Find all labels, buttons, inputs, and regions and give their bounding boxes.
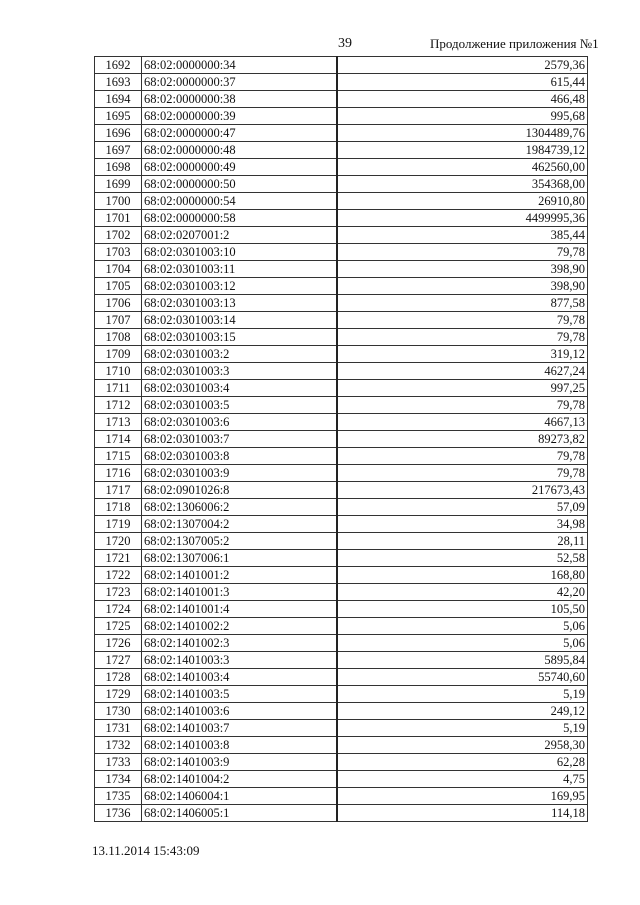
table-row (95, 533, 588, 550)
cadastral-number-cell: 68:02:1307004:2 (142, 516, 338, 533)
table-row (95, 584, 588, 601)
cadastral-number-cell: 68:02:1401003:8 (142, 737, 338, 754)
value-cell: 34,98 (337, 516, 588, 533)
cadastral-number-cell: 68:02:0000000:34 (142, 57, 338, 74)
value-cell: 79,78 (337, 448, 588, 465)
cadastral-number-cell: 68:02:1401001:4 (142, 601, 338, 618)
value-cell: 55740,60 (337, 669, 588, 686)
row-number-cell: 1724 (95, 601, 142, 618)
row-number-cell: 1708 (95, 329, 142, 346)
value-cell: 5,19 (337, 686, 588, 703)
table-row (95, 465, 588, 482)
cadastral-number-cell: 68:02:0301003:14 (142, 312, 338, 329)
table-row (95, 703, 588, 720)
value-cell: 169,95 (337, 788, 588, 805)
row-number-cell: 1692 (95, 57, 142, 74)
table-row (95, 788, 588, 805)
value-cell: 615,44 (337, 74, 588, 91)
table-row (95, 227, 588, 244)
table-row (95, 278, 588, 295)
row-number-cell: 1719 (95, 516, 142, 533)
table-row (95, 414, 588, 431)
cadastral-number-cell: 68:02:1401001:2 (142, 567, 338, 584)
row-number-cell: 1694 (95, 91, 142, 108)
value-cell: 57,09 (337, 499, 588, 516)
table-row (95, 346, 588, 363)
value-cell: 79,78 (337, 312, 588, 329)
value-cell: 462560,00 (337, 159, 588, 176)
cadastral-number-cell: 68:02:0000000:37 (142, 74, 338, 91)
cadastral-number-cell: 68:02:0301003:10 (142, 244, 338, 261)
row-number-cell: 1706 (95, 295, 142, 312)
value-cell: 354368,00 (337, 176, 588, 193)
row-number-cell: 1716 (95, 465, 142, 482)
table-row (95, 499, 588, 516)
cadastral-number-cell: 68:02:0301003:15 (142, 329, 338, 346)
value-cell: 79,78 (337, 329, 588, 346)
cadastral-number-cell: 68:02:0301003:13 (142, 295, 338, 312)
value-cell: 52,58 (337, 550, 588, 567)
cadastral-number-cell: 68:02:1401001:3 (142, 584, 338, 601)
value-cell: 2579,36 (337, 57, 588, 74)
table-row (95, 74, 588, 91)
row-number-cell: 1699 (95, 176, 142, 193)
row-number-cell: 1734 (95, 771, 142, 788)
cadastral-number-cell: 68:02:0301003:3 (142, 363, 338, 380)
row-number-cell: 1710 (95, 363, 142, 380)
row-number-cell: 1735 (95, 788, 142, 805)
table-row (95, 397, 588, 414)
registry-table (94, 56, 588, 822)
cadastral-number-cell: 68:02:0000000:48 (142, 142, 338, 159)
value-cell: 5,19 (337, 720, 588, 737)
header-title: Продолжение приложения №1 (430, 36, 599, 51)
value-cell: 28,11 (337, 533, 588, 550)
table-row (95, 669, 588, 686)
value-cell: 217673,43 (337, 482, 588, 499)
value-cell: 105,50 (337, 601, 588, 618)
row-number-cell: 1704 (95, 261, 142, 278)
table-row (95, 329, 588, 346)
cadastral-number-cell: 68:02:0000000:38 (142, 91, 338, 108)
table-row (95, 108, 588, 125)
row-number-cell: 1731 (95, 720, 142, 737)
row-number-cell: 1733 (95, 754, 142, 771)
cadastral-number-cell: 68:02:1401004:2 (142, 771, 338, 788)
table-row (95, 550, 588, 567)
cadastral-number-cell: 68:02:0301003:8 (142, 448, 338, 465)
table-row (95, 737, 588, 754)
footer-timestamp: 13.11.2014 15:43:09 (92, 843, 200, 858)
table-row (95, 210, 588, 227)
row-number-cell: 1698 (95, 159, 142, 176)
table-row (95, 771, 588, 788)
table-row (95, 244, 588, 261)
row-number-cell: 1702 (95, 227, 142, 244)
row-number-cell: 1703 (95, 244, 142, 261)
cadastral-number-cell: 68:02:1401003:5 (142, 686, 338, 703)
value-cell: 62,28 (337, 754, 588, 771)
row-number-cell: 1705 (95, 278, 142, 295)
value-cell: 79,78 (337, 397, 588, 414)
cadastral-number-cell: 68:02:1401002:2 (142, 618, 338, 635)
cadastral-number-cell: 68:02:0000000:47 (142, 125, 338, 142)
cadastral-number-cell: 68:02:1401002:3 (142, 635, 338, 652)
cadastral-number-cell: 68:02:1401003:3 (142, 652, 338, 669)
table-row (95, 261, 588, 278)
row-number-cell: 1712 (95, 397, 142, 414)
value-cell: 249,12 (337, 703, 588, 720)
cadastral-number-cell: 68:02:0000000:58 (142, 210, 338, 227)
table-row (95, 142, 588, 159)
cadastral-number-cell: 68:02:0301003:12 (142, 278, 338, 295)
value-cell: 398,90 (337, 278, 588, 295)
row-number-cell: 1730 (95, 703, 142, 720)
row-number-cell: 1714 (95, 431, 142, 448)
row-number-cell: 1728 (95, 669, 142, 686)
value-cell: 2958,30 (337, 737, 588, 754)
cadastral-number-cell: 68:02:1401003:4 (142, 669, 338, 686)
table-row (95, 618, 588, 635)
row-number-cell: 1700 (95, 193, 142, 210)
value-cell: 5,06 (337, 618, 588, 635)
cadastral-number-cell: 68:02:0000000:50 (142, 176, 338, 193)
row-number-cell: 1722 (95, 567, 142, 584)
cadastral-number-cell: 68:02:0301003:7 (142, 431, 338, 448)
cadastral-number-cell: 68:02:0301003:5 (142, 397, 338, 414)
table-row (95, 516, 588, 533)
row-number-cell: 1721 (95, 550, 142, 567)
table-row (95, 380, 588, 397)
value-cell: 385,44 (337, 227, 588, 244)
value-cell: 398,90 (337, 261, 588, 278)
row-number-cell: 1715 (95, 448, 142, 465)
cadastral-number-cell: 68:02:0301003:4 (142, 380, 338, 397)
value-cell: 5895,84 (337, 652, 588, 669)
table-row (95, 567, 588, 584)
row-number-cell: 1697 (95, 142, 142, 159)
cadastral-number-cell: 68:02:1401003:7 (142, 720, 338, 737)
table-row (95, 431, 588, 448)
registry-table-body (95, 57, 588, 822)
row-number-cell: 1723 (95, 584, 142, 601)
value-cell: 4,75 (337, 771, 588, 788)
cadastral-number-cell: 68:02:0000000:49 (142, 159, 338, 176)
cadastral-number-cell: 68:02:0207001:2 (142, 227, 338, 244)
value-cell: 114,18 (337, 805, 588, 822)
table-row (95, 312, 588, 329)
cadastral-number-cell: 68:02:0301003:6 (142, 414, 338, 431)
value-cell: 79,78 (337, 465, 588, 482)
row-number-cell: 1720 (95, 533, 142, 550)
value-cell: 42,20 (337, 584, 588, 601)
table-row (95, 805, 588, 822)
table-row (95, 125, 588, 142)
cadastral-number-cell: 68:02:1406005:1 (142, 805, 338, 822)
row-number-cell: 1707 (95, 312, 142, 329)
table-row (95, 363, 588, 380)
table-row (95, 159, 588, 176)
table-row (95, 652, 588, 669)
row-number-cell: 1726 (95, 635, 142, 652)
cadastral-number-cell: 68:02:0301003:9 (142, 465, 338, 482)
value-cell: 1984739,12 (337, 142, 588, 159)
row-number-cell: 1725 (95, 618, 142, 635)
row-number-cell: 1718 (95, 499, 142, 516)
row-number-cell: 1701 (95, 210, 142, 227)
value-cell: 4499995,36 (337, 210, 588, 227)
row-number-cell: 1695 (95, 108, 142, 125)
table-row (95, 91, 588, 108)
row-number-cell: 1696 (95, 125, 142, 142)
value-cell: 997,25 (337, 380, 588, 397)
row-number-cell: 1732 (95, 737, 142, 754)
value-cell: 168,80 (337, 567, 588, 584)
table-row (95, 193, 588, 210)
row-number-cell: 1711 (95, 380, 142, 397)
table-row (95, 482, 588, 499)
cadastral-number-cell: 68:02:0901026:8 (142, 482, 338, 499)
cadastral-number-cell: 68:02:1306006:2 (142, 499, 338, 516)
page-number: 39 (338, 36, 352, 51)
row-number-cell: 1693 (95, 74, 142, 91)
table-row (95, 295, 588, 312)
value-cell: 995,68 (337, 108, 588, 125)
table-row (95, 720, 588, 737)
cadastral-number-cell: 68:02:1406004:1 (142, 788, 338, 805)
cadastral-number-cell: 68:02:1307006:1 (142, 550, 338, 567)
table-row (95, 686, 588, 703)
row-number-cell: 1727 (95, 652, 142, 669)
value-cell: 877,58 (337, 295, 588, 312)
cadastral-number-cell: 68:02:0000000:39 (142, 108, 338, 125)
cadastral-number-cell: 68:02:0301003:2 (142, 346, 338, 363)
cadastral-number-cell: 68:02:0301003:11 (142, 261, 338, 278)
value-cell: 79,78 (337, 244, 588, 261)
cadastral-number-cell: 68:02:1401003:6 (142, 703, 338, 720)
value-cell: 4667,13 (337, 414, 588, 431)
table-row (95, 448, 588, 465)
cadastral-number-cell: 68:02:0000000:54 (142, 193, 338, 210)
value-cell: 1304489,76 (337, 125, 588, 142)
table-row (95, 176, 588, 193)
row-number-cell: 1713 (95, 414, 142, 431)
table-row (95, 601, 588, 618)
row-number-cell: 1709 (95, 346, 142, 363)
table-row (95, 754, 588, 771)
row-number-cell: 1736 (95, 805, 142, 822)
row-number-cell: 1717 (95, 482, 142, 499)
table-row (95, 57, 588, 74)
table-row (95, 635, 588, 652)
row-number-cell: 1729 (95, 686, 142, 703)
value-cell: 319,12 (337, 346, 588, 363)
cadastral-number-cell: 68:02:1307005:2 (142, 533, 338, 550)
value-cell: 466,48 (337, 91, 588, 108)
value-cell: 26910,80 (337, 193, 588, 210)
value-cell: 89273,82 (337, 431, 588, 448)
value-cell: 4627,24 (337, 363, 588, 380)
cadastral-number-cell: 68:02:1401003:9 (142, 754, 338, 771)
value-cell: 5,06 (337, 635, 588, 652)
